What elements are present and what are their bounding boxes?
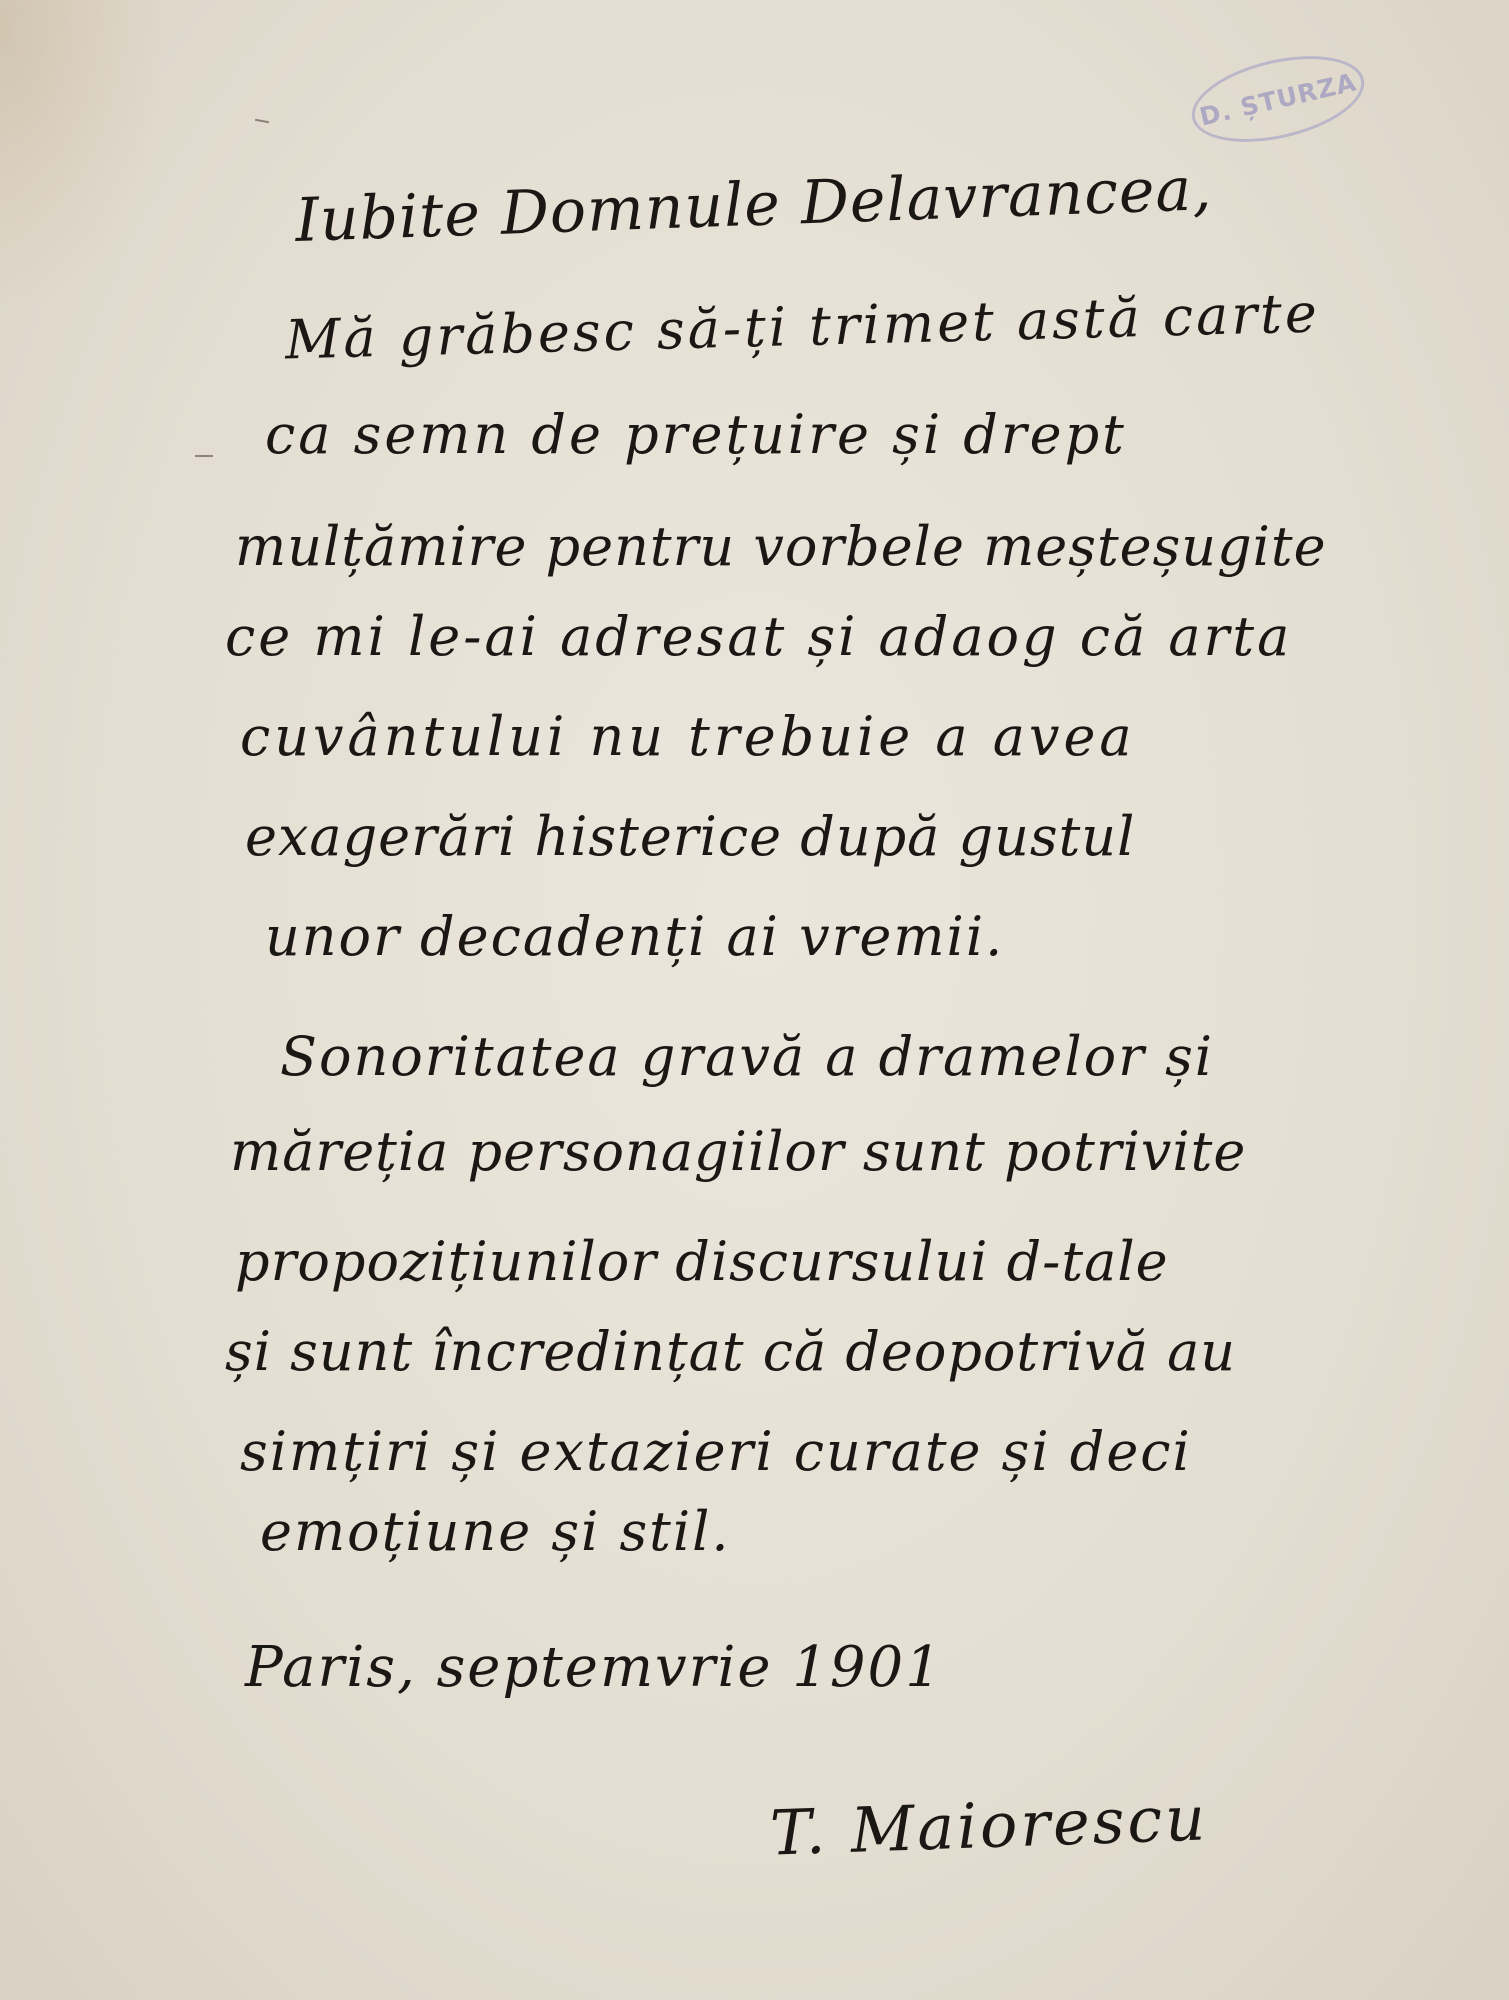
letter-line: simțiri și extazieri curate și deci <box>240 1420 1192 1483</box>
letter-line: și sunt încredințat că deopotrivă au <box>225 1320 1237 1383</box>
letter-line: emoțiune și stil. <box>260 1500 731 1563</box>
letter-line: Mă grăbesc să-ți trimet astă carte <box>284 281 1321 372</box>
letter-line: ce mi le-ai adresat și adaog că arta <box>225 605 1293 668</box>
letter-place-date: Paris, septemvrie 1901 <box>245 1635 943 1700</box>
letter-line: mulțămire pentru vorbele meșteșugite <box>235 515 1327 578</box>
letter-line: unor decadenți ai vremii. <box>265 905 1005 968</box>
stamp-text: D. ȘTURZA <box>1196 66 1360 132</box>
letter-line: ca semn de prețuire și drept <box>265 403 1127 466</box>
letter-greeting: Iubite Domnule Delavrancea, <box>294 154 1214 256</box>
letter-line: exagerări histerice după gustul <box>245 805 1136 868</box>
letter-line: Sonoritatea gravă a dramelor și <box>280 1025 1215 1088</box>
letter-line: măreția personagiilor sunt potrivite <box>230 1120 1247 1183</box>
letter-line: cuvântului nu trebuie a avea <box>240 705 1136 768</box>
letter-signature: T. Maiorescu <box>768 1781 1210 1870</box>
letter-line: propozițiunilor discursului d-tale <box>235 1230 1169 1293</box>
